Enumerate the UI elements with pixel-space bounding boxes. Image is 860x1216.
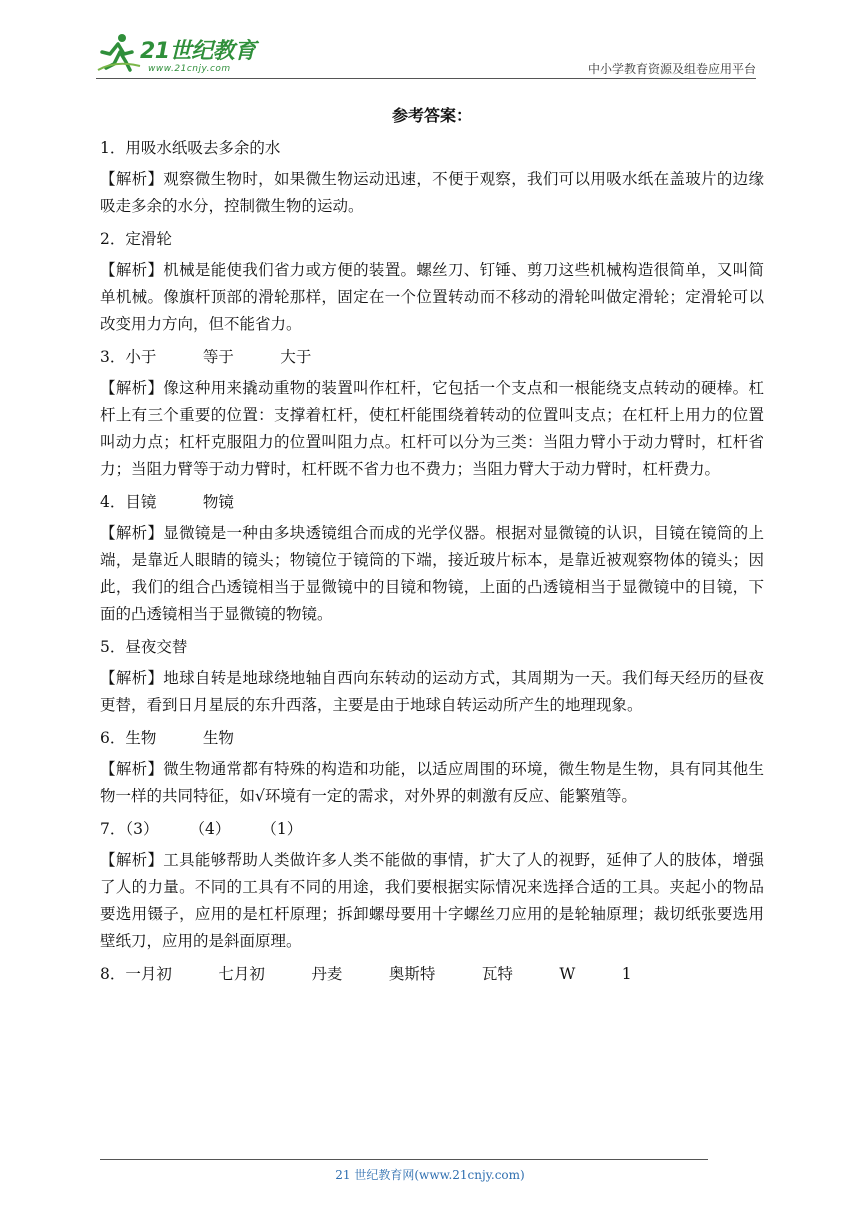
header-tagline: 中小学教育资源及组卷应用平台	[587, 62, 756, 76]
answer-1: 1．用吸水纸吸去多余的水	[100, 139, 281, 157]
footer-divider	[100, 1159, 708, 1160]
explanation-3: 【解析】像这种用来撬动重物的装置叫作杠杆，它包括一个支点和一根能绕支点转动的硬棒。杠杆上有三个重要的位置：支撑着杠杆，使杠杆能围绕着转动的位置叫支点；在杠杆上用力的位置叫动力点；杠杆克服阻力的位置叫阻力点。杠杆可以分为三类：当阻力臂小于动力臂时，杠杆省力；当阻力臂等于动力臂时，杠杆既不省力也不费力；当阻力臂大于动力臂时，杠杆费力。	[100, 379, 764, 478]
explanation-7: 【解析】工具能够帮助人类做许多人类不能做的事情，扩大了人的视野，延伸了人的肢体，增强了人的力量。不同的工具有不同的用途，我们要根据实际情况来选择合适的工具。夹起小的物品要选用镊子，应用的是杠杆原理；拆卸螺母要用十字螺丝刀应用的是轮轴原理；裁切纸张要选用壁纸刀，应用的是斜面原理。	[100, 851, 764, 950]
answer-content	[100, 102, 764, 992]
answer-5: 5．昼夜交替	[100, 638, 188, 656]
answer-7: 7．（3） （4） （1）	[100, 820, 303, 838]
explanation-1: 【解析】观察微生物时，如果微生物运动迅速，不便于观察，我们可以用吸水纸在盖玻片的边缘吸走多余的水分，控制微生物的运动。	[100, 170, 764, 215]
runner-logo-icon	[96, 30, 142, 76]
footer-source[interactable]: 21 世纪教育网(www.21cnjy.com)	[335, 1168, 525, 1182]
logo-url: www.21cnjy.com	[148, 64, 231, 74]
answer-3: 3．小于 等于 大于	[100, 348, 312, 366]
site-logo	[96, 30, 266, 76]
explanation-2: 【解析】机械是能使我们省力或方便的装置。螺丝刀、钉锤、剪刀这些机械构造很简单，又叫简单机械。像旗杆顶部的滑轮那样，固定在一个位置转动而不移动的滑轮叫做定滑轮；定滑轮可以改变用力方向，但不能省力。	[100, 261, 764, 333]
explanation-5: 【解析】地球自转是地球绕地轴自西向东转动的运动方式，其周期为一天。我们每天经历的昼夜更替，看到日月星辰的东升西落，主要是由于地球自转运动所产生的地理现象。	[100, 669, 764, 714]
header-divider	[96, 78, 756, 79]
answer-6: 6．生物 生物	[100, 729, 234, 747]
page-header	[96, 24, 756, 80]
explanation-4: 【解析】显微镜是一种由多块透镜组合而成的光学仪器。根据对显微镜的认识，目镜在镜筒的上端，是靠近人眼睛的镜头；物镜位于镜筒的下端，接近玻片标本，是靠近被观察物体的镜头；因此，我们的组合凸透镜相当于显微镜中的目镜和物镜，上面的凸透镜相当于显微镜中的目镜，下面的凸透镜相当于显微镜的物镜。	[100, 524, 764, 623]
explanation-6: 【解析】微生物通常都有特殊的构造和功能，以适应周围的环境，微生物是生物，具有同其他生物一样的共同特征，如√环境有一定的需求，对外界的刺激有反应、能繁殖等。	[100, 760, 764, 805]
logo-text: 21世纪教育	[140, 39, 256, 64]
answer-8: 8．一月初 七月初 丹麦 奥斯特 瓦特 W 1	[100, 965, 632, 983]
answer-4: 4．目镜 物镜	[100, 493, 234, 511]
answer-2: 2．定滑轮	[100, 230, 172, 248]
page-title: 参考答案：	[391, 106, 472, 125]
